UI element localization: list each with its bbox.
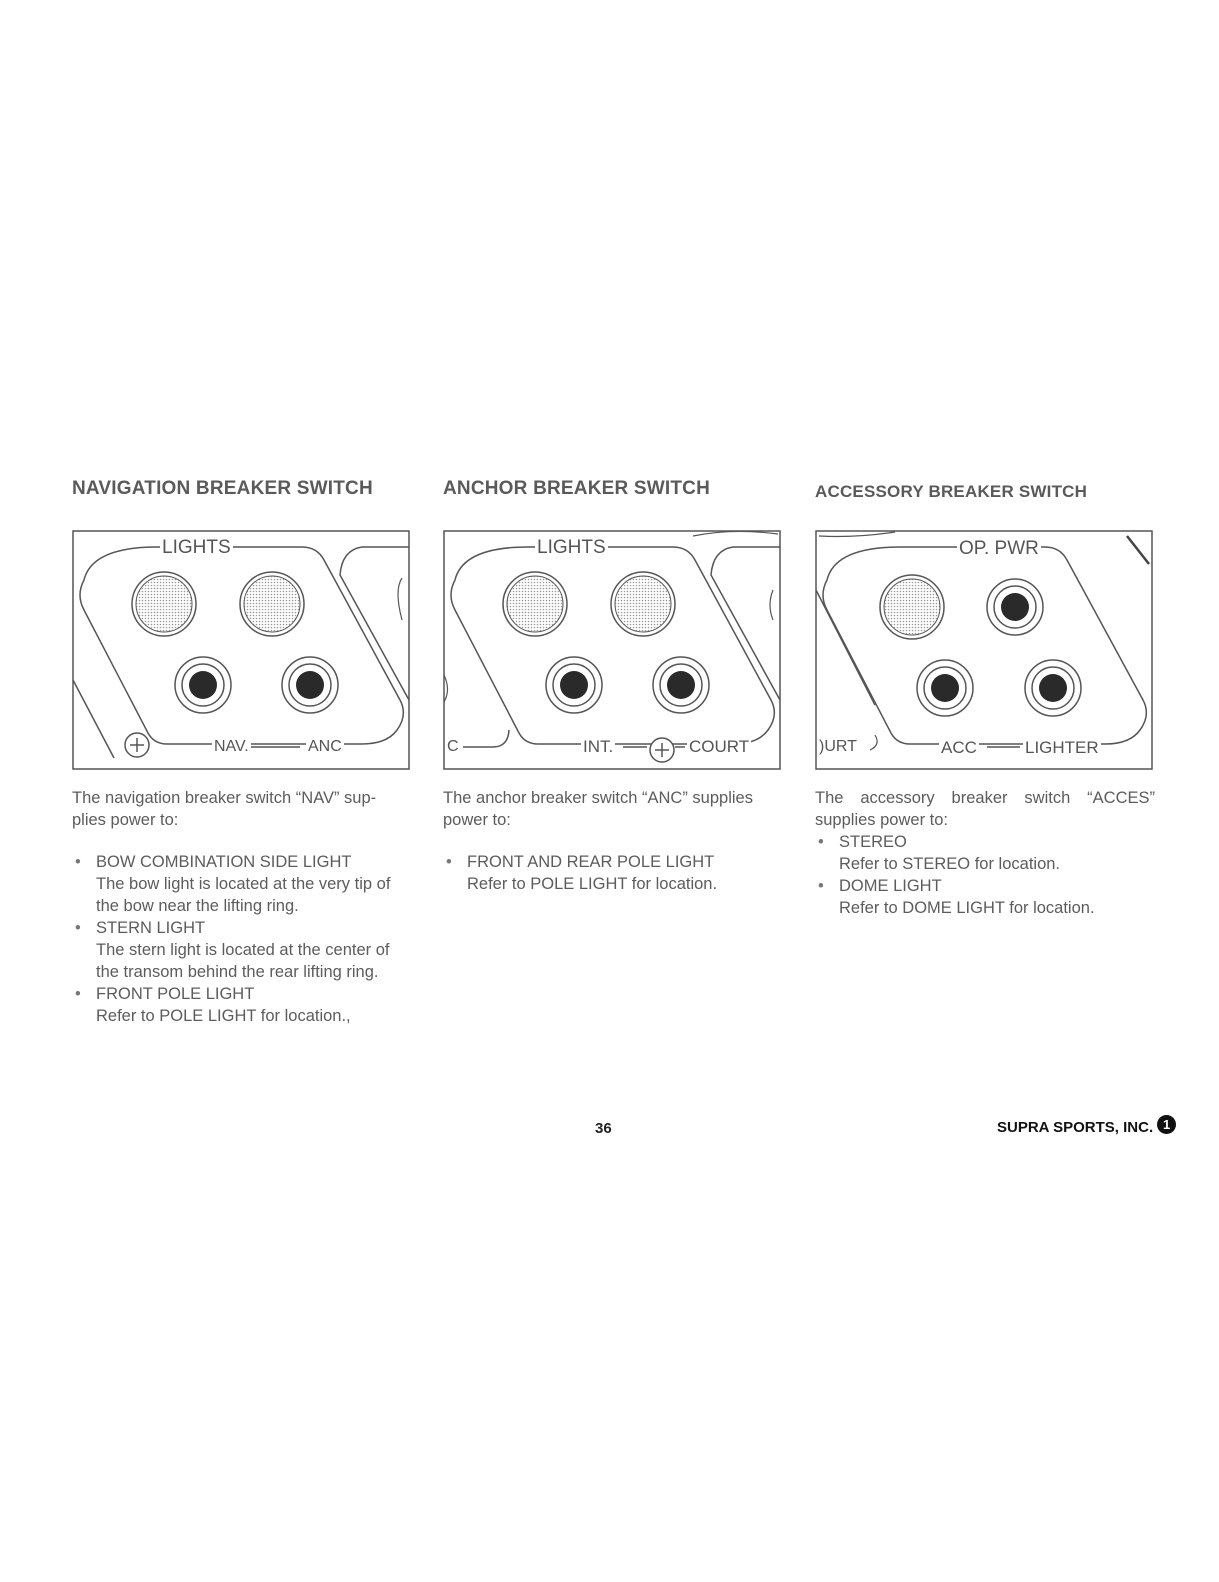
navigation-lamp-left: [132, 572, 196, 636]
brand-name: SUPRA SPORTS, INC.: [997, 1119, 1154, 1136]
heading-anchor: ANCHOR BREAKER SWITCH: [443, 478, 711, 499]
item-title: • BOW COMBINATION SIDE LIGHT: [96, 853, 352, 871]
panel-label-lights: LIGHTS: [537, 537, 606, 558]
intro-line: The accessory breaker switch “ACCES”: [815, 789, 1155, 807]
anchor-breaker-illustration: [443, 530, 781, 770]
intro-line: power to:: [443, 811, 511, 829]
navigation-button-anc: [282, 657, 338, 713]
item-description: Refer to POLE LIGHT for location.,: [96, 1007, 351, 1025]
panel-label-court: COURT: [689, 737, 750, 756]
panel-label-lights: LIGHTS: [162, 537, 231, 558]
list-item: [72, 851, 412, 917]
anchor-intro: [443, 787, 783, 831]
accessory-breaker-illustration: [815, 530, 1153, 770]
item-description: the bow near the lifting ring.: [96, 897, 299, 915]
panel-label-edge: C: [447, 738, 459, 755]
accessory-button-lighter: [1025, 660, 1081, 716]
accessory-item-list: [815, 831, 1155, 919]
page-number: 36: [595, 1120, 612, 1137]
anchor-plus-terminal-icon: [650, 738, 674, 762]
list-item: [443, 851, 783, 895]
intro-line: The anchor breaker switch “ANC” supplies: [443, 789, 753, 807]
item-description: Refer to STEREO for location.: [839, 855, 1061, 873]
brand-mark-icon: 1: [1157, 1115, 1176, 1134]
column-navigation: [72, 478, 412, 1027]
accessory-intro: [815, 787, 1155, 831]
item-title: • STERN LIGHT: [96, 919, 206, 937]
navigation-button-nav: [175, 657, 231, 713]
item-description: Refer to DOME LIGHT for location.: [839, 899, 1095, 917]
list-item: [72, 917, 412, 983]
anchor-item-list: [443, 851, 783, 895]
item-title: • STEREO: [839, 833, 907, 851]
item-title: • DOME LIGHT: [839, 877, 942, 895]
panel-label-lighter: LIGHTER: [1025, 738, 1099, 757]
intro-line: The navigation breaker switch “NAV” sup-: [72, 789, 377, 807]
item-description: the transom behind the rear lifting ring.: [96, 963, 379, 981]
panel-label-int: INT.: [583, 737, 614, 756]
accessory-button-acc: [917, 660, 973, 716]
accessory-lamp-op-pwr: [880, 575, 944, 639]
navigation-intro: [72, 787, 412, 831]
panel-label-edge: )URT: [819, 738, 857, 755]
list-item: [815, 875, 1155, 919]
panel-anchor-breaker: [443, 530, 781, 770]
anchor-button-court: [653, 657, 709, 713]
heading-navigation: NAVIGATION BREAKER SWITCH: [72, 478, 373, 499]
panel-navigation-breaker: [72, 530, 410, 770]
navigation-breaker-illustration: [72, 530, 410, 770]
item-description: The bow light is located at the very tip of: [96, 875, 391, 893]
list-item: [72, 983, 412, 1027]
navigation-item-list: [72, 851, 412, 1027]
navigation-plus-terminal-icon: [125, 733, 149, 757]
item-title: • FRONT AND REAR POLE LIGHT: [467, 853, 715, 871]
accessory-button-op-pwr: [987, 579, 1043, 635]
anchor-button-int: [546, 657, 602, 713]
item-description: The stern light is located at the center of: [96, 941, 390, 959]
panel-label-anc: ANC: [308, 738, 342, 755]
intro-line: plies power to:: [72, 811, 179, 829]
item-title: • FRONT POLE LIGHT: [96, 985, 255, 1003]
heading-accessory: ACCESSORY BREAKER SWITCH: [815, 482, 1088, 501]
anchor-lamp-right: [611, 572, 675, 636]
anchor-lamp-left: [503, 572, 567, 636]
item-description: Refer to POLE LIGHT for location.: [467, 875, 718, 893]
navigation-lamp-right: [240, 572, 304, 636]
list-item: [815, 831, 1155, 875]
panel-label-nav: NAV.: [214, 738, 249, 755]
intro-line: supplies power to:: [815, 811, 948, 829]
panel-label-op-pwr: OP. PWR: [959, 538, 1039, 559]
column-accessory: [815, 478, 1155, 919]
panel-accessory-breaker: [815, 530, 1153, 770]
panel-label-acc: ACC: [941, 738, 977, 757]
footer-brand: [997, 1118, 1176, 1137]
column-anchor: [443, 478, 783, 895]
